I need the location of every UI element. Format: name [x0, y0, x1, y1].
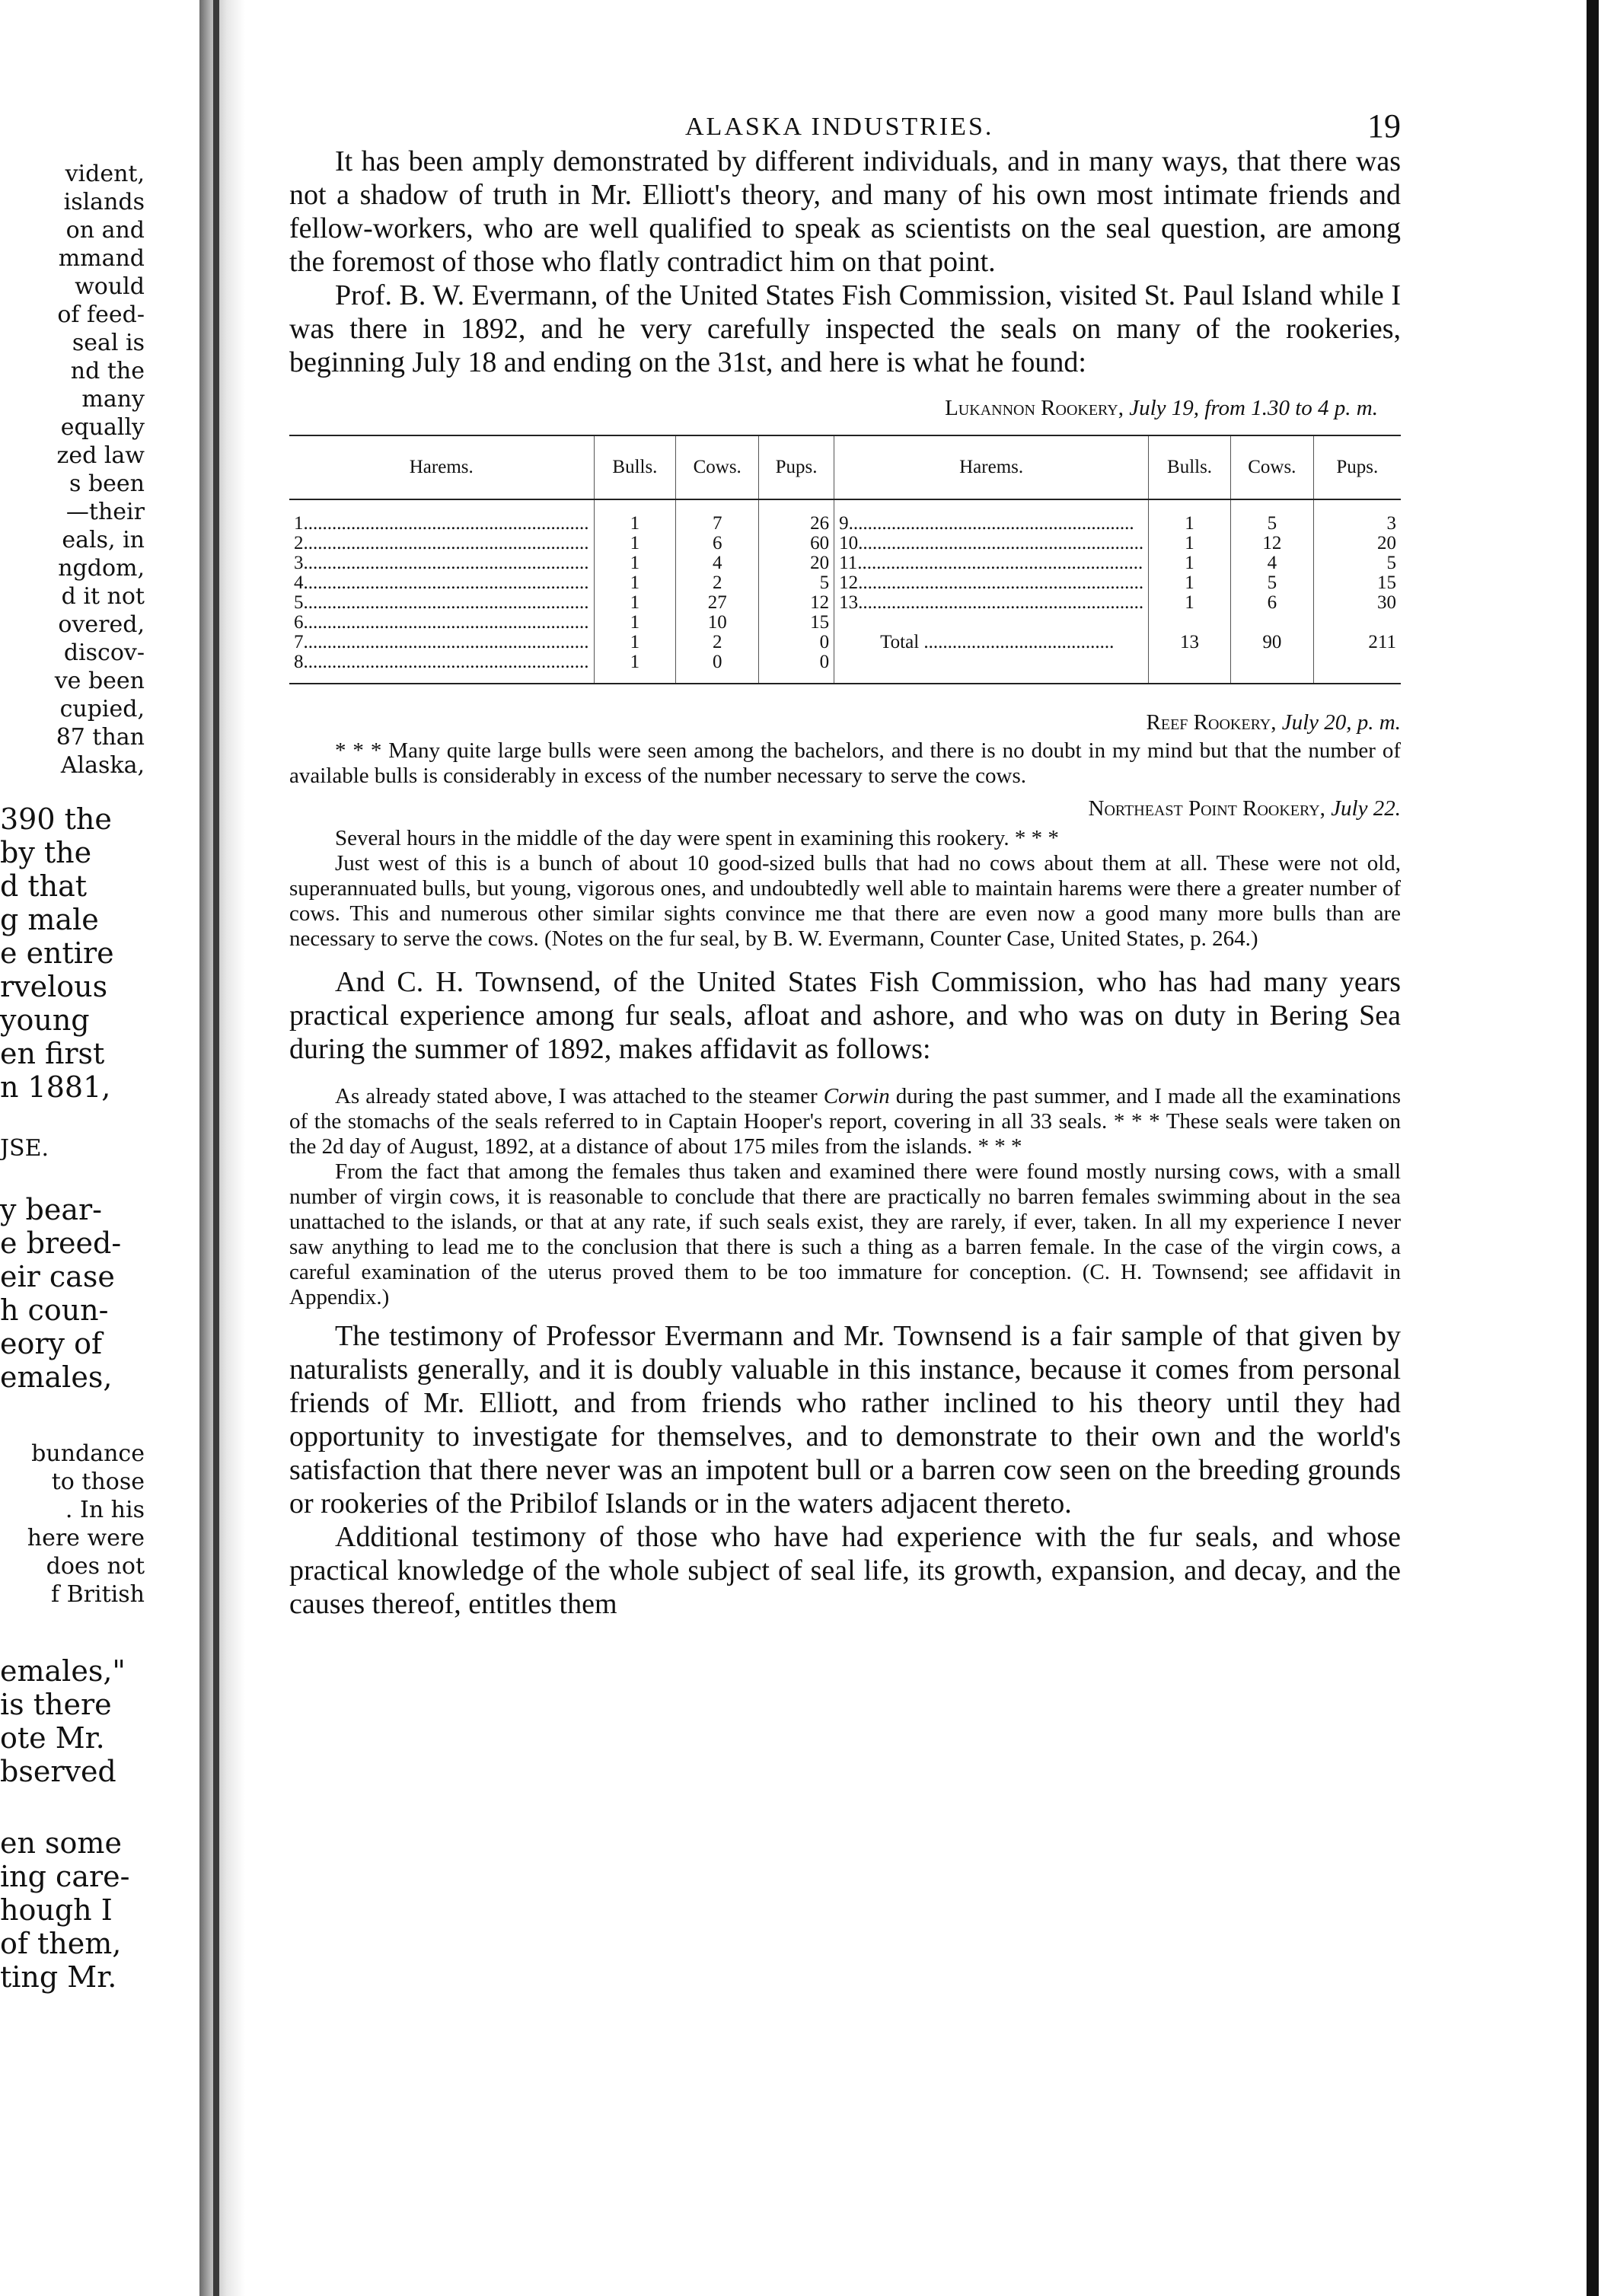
- facing-page: [0, 0, 194, 2296]
- harem-cell: 13............................................................: [834, 593, 1149, 613]
- value-cell: 1: [1149, 534, 1231, 553]
- facing-page-line: 390 the: [0, 802, 112, 836]
- facing-page-line: g male: [0, 903, 99, 936]
- value-cell: 1: [594, 652, 676, 684]
- harem-cell: 5............................................................: [289, 593, 594, 613]
- value-cell: 5: [759, 573, 834, 593]
- facing-page-line: nd the: [70, 358, 145, 384]
- harem-cell: 4............................................................: [289, 573, 594, 593]
- facing-page-line: s been: [69, 470, 145, 497]
- running-head: [289, 99, 1401, 145]
- value-cell: 10: [676, 613, 759, 633]
- paragraph-townsend: And C. H. Townsend, of the United States Fish Commission, who has had many years practical experience among fur seals, afloat and ashore, and who was on duty in Bering Sea during the summer of 1892, makes affidavit as follows:: [289, 966, 1401, 1065]
- facing-page-line: by the: [0, 836, 92, 869]
- facing-page-line: en some: [0, 1826, 122, 1860]
- value-cell: 5: [1230, 499, 1313, 534]
- harem-cell: 3............................................................: [289, 553, 594, 573]
- value-cell: 6: [676, 534, 759, 553]
- value-cell: 1: [594, 593, 676, 613]
- facing-page-line: ngdom,: [58, 555, 145, 582]
- value-cell: 0: [759, 633, 834, 652]
- harem-cell: 11............................................................: [834, 553, 1149, 573]
- facing-page-line: en first: [0, 1037, 105, 1070]
- value-cell: 90: [1230, 633, 1313, 652]
- facing-page-line: does not: [46, 1553, 145, 1580]
- harem-cell: 10............................................................: [834, 534, 1149, 553]
- harem-cell: 2............................................................: [289, 534, 594, 553]
- value-cell: 7: [676, 499, 759, 534]
- value-cell: 20: [1377, 533, 1396, 553]
- facing-page-line: discov-: [63, 639, 145, 666]
- lukannon-caption: Lukannon Rookery, July 19, from 1.30 to 4 p. m.: [945, 396, 1378, 420]
- value-cell: 6: [1230, 593, 1313, 613]
- facing-page-line: h coun-: [0, 1293, 109, 1327]
- running-head-title: ALASKA INDUSTRIES.: [685, 113, 994, 141]
- facing-page-line: y bear-: [0, 1193, 103, 1226]
- total-label: Total ........................................: [834, 633, 1149, 652]
- col-harems-2: Harems.: [834, 435, 1149, 499]
- facing-page-line: bundance: [31, 1440, 145, 1467]
- facing-page-line: here were: [27, 1525, 145, 1551]
- paragraph-testimony: The testimony of Professor Evermann and Mr. Townsend is a fair sample of that given by naturalists generally, and it is doubly valuable in this instance, because it comes from personal friends of Mr. Elliott, and from friends who rather inclined to his theory until they had opportunity to investigate for themselves, and to demonstrate to their own and the world's satisfaction that there never was an impotent bull or a barren cow seen on the breeding grounds or rookeries of the Pribilof Islands or in the waters adjacent thereto.: [289, 1320, 1401, 1520]
- facing-page-line: d it not: [61, 583, 145, 610]
- facing-page-line: rvelous: [0, 970, 108, 1003]
- table-row: [289, 613, 1401, 633]
- facing-page-line: to those: [51, 1468, 145, 1495]
- facing-page-line: many: [81, 386, 145, 413]
- facing-page-line: equally: [60, 414, 145, 441]
- facing-page-line: of feed-: [57, 301, 145, 328]
- value-cell: 30: [1377, 592, 1396, 613]
- col-cows: Cows.: [676, 435, 759, 499]
- col-pups: Pups.: [759, 435, 834, 499]
- facing-page-line: e breed-: [0, 1226, 122, 1260]
- facing-page-line: zed law: [56, 442, 145, 469]
- table-row: [289, 652, 1401, 684]
- facing-page-line: cupied,: [59, 696, 145, 722]
- facing-page-line: of them,: [0, 1927, 122, 1960]
- harem-cell: 9............................................................: [834, 499, 1149, 534]
- harem-cell: 6............................................................: [289, 613, 594, 633]
- harem-cell: 1............................................................: [289, 499, 594, 534]
- value-cell: 12: [1230, 534, 1313, 553]
- facing-page-line: Alaska,: [60, 752, 145, 779]
- value-cell: 13: [1149, 633, 1231, 652]
- facing-page-line: is there: [0, 1688, 112, 1721]
- value-cell: 1: [594, 613, 676, 633]
- value-cell: 5: [1386, 553, 1396, 573]
- facing-page-line: seal is: [72, 330, 145, 356]
- table-row: [289, 499, 1401, 534]
- value-cell: 1: [1149, 499, 1231, 534]
- facing-page-line: on and: [65, 217, 145, 244]
- facing-page-line: would: [75, 273, 145, 300]
- value-cell: 1: [1149, 553, 1231, 573]
- value-cell: 1: [594, 633, 676, 652]
- value-cell: 15: [1377, 572, 1396, 593]
- table-header-row: [289, 435, 1401, 499]
- facing-page-line: ote Mr.: [0, 1721, 105, 1755]
- northeast-caption: Northeast Point Rookery, July 22.: [1088, 796, 1401, 821]
- value-cell: 1: [1149, 593, 1231, 613]
- page-number: 19: [1367, 107, 1401, 145]
- col-bulls: Bulls.: [594, 435, 676, 499]
- facing-page-line: d that: [0, 869, 88, 903]
- facing-page-line: vident,: [65, 161, 145, 187]
- value-cell: 4: [1230, 553, 1313, 573]
- facing-page-line: ve been: [54, 668, 145, 694]
- harem-cell: 12............................................................: [834, 573, 1149, 593]
- facing-page-line: ing care-: [0, 1860, 130, 1893]
- value-cell: 4: [676, 553, 759, 573]
- facing-page-line: ting Mr.: [0, 1960, 117, 1994]
- facing-page-line: hough I: [0, 1893, 113, 1927]
- facing-page-line: islands: [63, 189, 145, 215]
- reef-quote: * * * Many quite large bulls were seen among the bachelors, and there is no doubt in my mind but that the number of available bulls is considerably in excess of the number necessary to serve the cows.: [289, 738, 1401, 788]
- facing-page-line: eir case: [0, 1260, 115, 1293]
- table-row: [289, 593, 1401, 613]
- table-row: [289, 553, 1401, 573]
- reef-caption: Reef Rookery, July 20, p. m.: [1146, 710, 1401, 735]
- value-cell: 26: [759, 499, 834, 534]
- value-cell: 2: [676, 633, 759, 652]
- facing-page-line: young: [0, 1003, 90, 1037]
- facing-page-heading: JSE.: [0, 1135, 49, 1162]
- value-cell: 0: [676, 652, 759, 684]
- facing-page-line: —their: [65, 499, 145, 525]
- value-cell: 1: [594, 499, 676, 534]
- value-cell: 15: [759, 613, 834, 633]
- binding-edge: [213, 0, 219, 2296]
- facing-page-line: overed,: [58, 611, 145, 638]
- value-cell: 1: [1149, 573, 1231, 593]
- value-cell: 27: [676, 593, 759, 613]
- paragraph-2: Prof. B. W. Evermann, of the United States Fish Commission, visited St. Paul Island while I was there in 1892, and he very carefully inspected the seals on many of the rookeries, beginning July 18 and ending on the 31st, and here is what he found:: [289, 279, 1401, 378]
- facing-page-line: f British: [51, 1581, 145, 1608]
- lukannon-rookery-table: [289, 435, 1401, 684]
- affidavit-quote-1: As already stated above, I was attached to the steamer Corwin during the past summer, and I made all the examinations of the stomachs of the seals referred to in Captain Hooper's report, covering in all 33 seals. * * * These seals were taken on the 2d day of August, 1892, at a distance of about 175 miles from the islands. * * *: [289, 1084, 1401, 1159]
- facing-page-text: [0, 160, 145, 1994]
- table-row: [289, 633, 1401, 652]
- value-cell: 20: [759, 553, 834, 573]
- value-cell: 1: [594, 534, 676, 553]
- value-cell: 60: [759, 534, 834, 553]
- col-harems: Harems.: [289, 435, 594, 499]
- table-row: [289, 573, 1401, 593]
- northeast-quote-1: Several hours in the middle of the day were spent in examining this rookery. * * *: [335, 826, 1059, 850]
- value-cell: 3: [1386, 513, 1396, 534]
- affidavit-quote-2: From the fact that among the females thus taken and examined there were found mostly nursing cows, with a small number of virgin cows, it is reasonable to conclude that there are practically no barren females swimming about in the sea unattached to the islands, or that at any rate, if such seals exist, they are rarely, if ever, taken. In all my experience I never saw anything to lead me to the conclusion that there is such a thing as a barren female. In the case of the virgin cows, a careful examination of the uterus proved them to be too immature for conception. (C. H. Townsend; see affidavit in Appendix.): [289, 1159, 1401, 1309]
- page-content: [289, 99, 1401, 1621]
- facing-page-line: eory of: [0, 1327, 103, 1360]
- value-cell: 2: [676, 573, 759, 593]
- col-bulls-2: Bulls.: [1149, 435, 1231, 499]
- facing-page-line: . In his: [65, 1497, 145, 1523]
- facing-page-line: e entire: [0, 936, 114, 970]
- facing-page-line: emales,: [0, 1360, 113, 1394]
- paragraph-1: It has been amply demonstrated by different individuals, and in many ways, that there was not a shadow of truth in Mr. Elliott's theory, and many of his own most intimate friends and fellow-workers, who are well qualified to speak as scientists on the seal question, are among the foremost of those who flatly contradict him on that point.: [289, 145, 1401, 278]
- value-cell: 1: [594, 573, 676, 593]
- facing-page-line: 87 than: [56, 724, 145, 751]
- value-cell: 12: [759, 593, 834, 613]
- book-gutter-shadow: [199, 0, 245, 2296]
- paragraph-additional: Additional testimony of those who have had experience with the fur seals, and whose practical knowledge of the whole subject of seal life, its growth, expansion, and decay, and the causes thereof, entitles them: [289, 1521, 1401, 1620]
- value-cell: 1: [594, 553, 676, 573]
- facing-page-line: n 1881,: [0, 1070, 111, 1104]
- harem-cell: 8............................................................: [289, 652, 594, 684]
- facing-page-line: emales,": [0, 1654, 126, 1688]
- northeast-quote-2: Just west of this is a bunch of about 10 good-sized bulls that had no cows about them at all. These were not old, superannuated bulls, but young, vigorous ones, and undoubtedly well able to maintain harems were there a greater number of cows. This and numerous other similar sights convince me that there are even now a good many more bulls than are necessary to serve the cows. (Notes on the fur seal, by B. W. Evermann, Counter Case, United States, p. 264.): [289, 851, 1401, 951]
- harem-cell: 7............................................................: [289, 633, 594, 652]
- facing-page-line: bserved: [0, 1755, 116, 1788]
- value-cell: 5: [1230, 573, 1313, 593]
- page-right-edge: [1568, 0, 1617, 2296]
- col-cows-2: Cows.: [1230, 435, 1313, 499]
- table-row: [289, 534, 1401, 553]
- facing-page-line: mmand: [58, 245, 145, 272]
- value-cell: 211: [1368, 632, 1396, 652]
- value-cell: 0: [759, 652, 834, 684]
- facing-page-line: eals, in: [62, 527, 145, 553]
- col-pups-2: Pups.: [1313, 435, 1401, 499]
